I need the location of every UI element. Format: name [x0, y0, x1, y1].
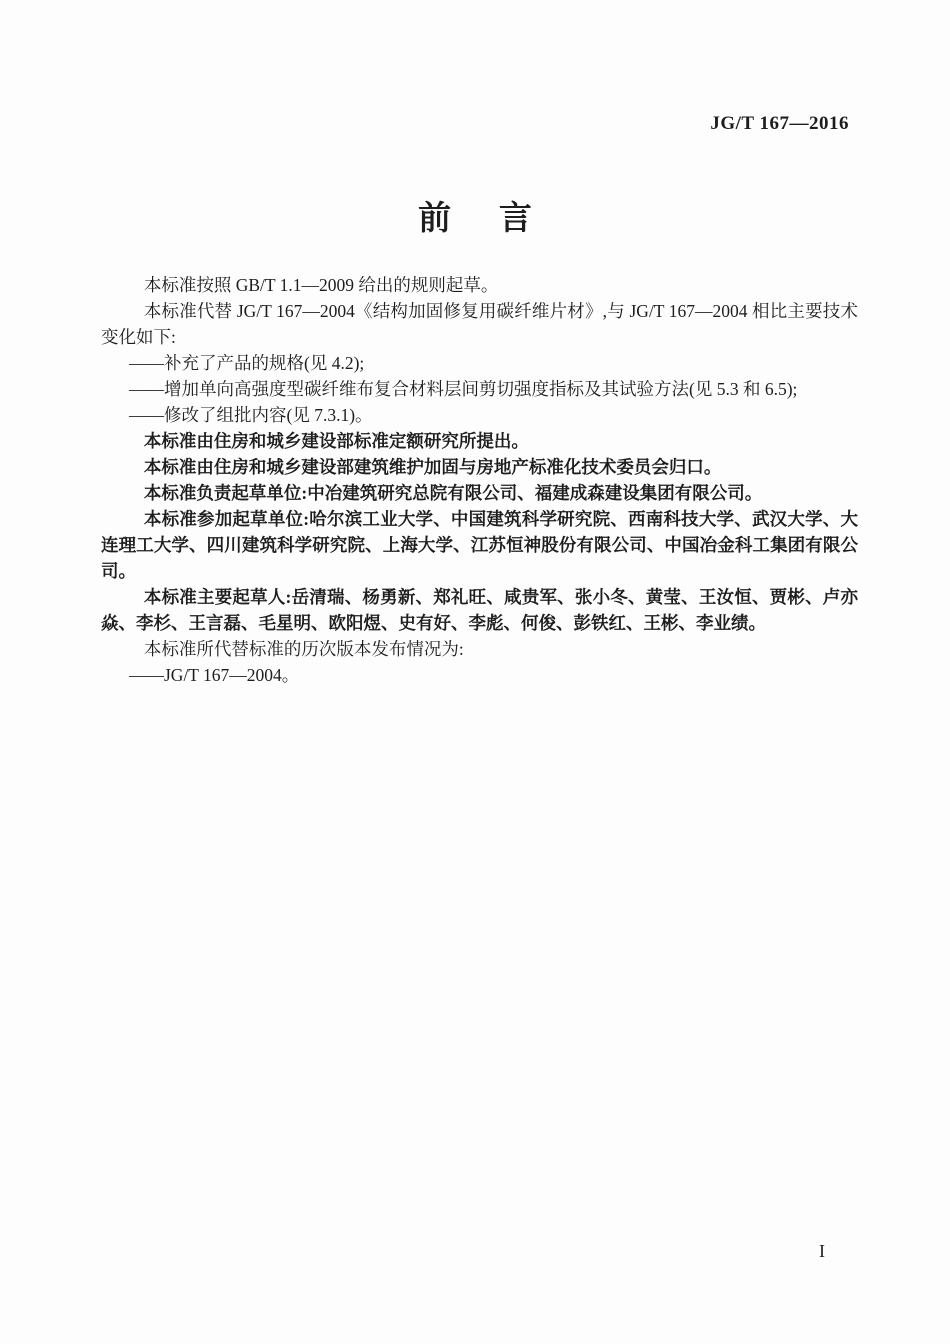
foreword-paragraph: 本标准参加起草单位:哈尔滨工业大学、中国建筑科学研究院、西南科技大学、武汉大学、大连理工大学、四川建筑科学研究院、上海大学、江苏恒神股份有限公司、中国冶金科工集团有限公司。	[101, 509, 858, 581]
foreword-paragraph: ——补充了产品的规格(见 4.2);	[129, 353, 365, 373]
foreword-paragraph: 本标准由住房和城乡建设部标准定额研究所提出。	[143, 431, 529, 451]
foreword-title: 前言	[418, 199, 580, 236]
foreword-paragraph: 本标准所代替标准的历次版本发布情况为:	[143, 639, 464, 659]
foreword-paragraph: 本标准由住房和城乡建设部建筑维护加固与房地产标准化技术委员会归口。	[143, 457, 722, 477]
foreword-paragraph: 本标准主要起草人:岳清瑞、杨勇新、郑礼旺、咸贵军、张小冬、黄莹、王汝恒、贾彬、卢亦焱、李杉、王言磊、毛星明、欧阳煜、史有好、李彪、何俊、彭铁红、王彬、李业绩。	[101, 587, 858, 633]
foreword-body	[101, 272, 858, 688]
foreword-paragraph: 本标准代替 JG/T 167—2004《结构加固修复用碳纤维片材》,与 JG/T 167—2004 相比主要技术变化如下:	[101, 301, 858, 347]
foreword-paragraph: 本标准负责起草单位:中冶建筑研究总院有限公司、福建成森建设集团有限公司。	[143, 483, 763, 503]
foreword-paragraph: 本标准按照 GB/T 1.1—2009 给出的规则起草。	[143, 275, 499, 295]
foreword-paragraph: ——JG/T 167—2004。	[129, 665, 300, 685]
foreword-paragraph: ——增加单向高强度型碳纤维布复合材料层间剪切强度指标及其试验方法(见 5.3 和 6.5);	[129, 379, 798, 399]
foreword-paragraph: ——修改了组批内容(见 7.3.1)。	[129, 405, 373, 425]
standard-code-header: JG/T 167—2016	[710, 113, 849, 134]
page-number: I	[819, 1241, 825, 1261]
